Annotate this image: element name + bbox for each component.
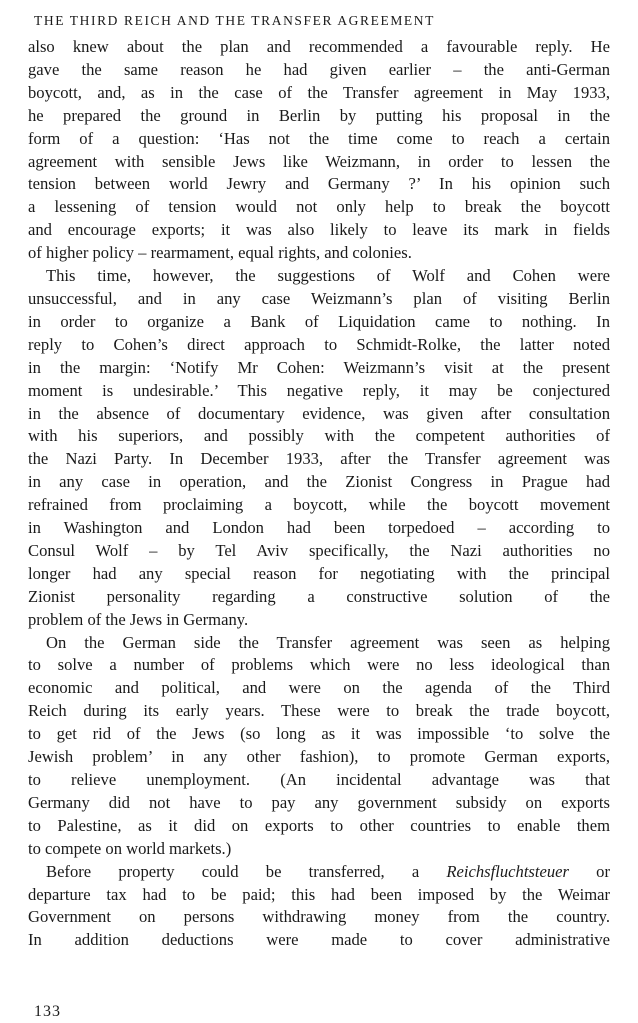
text-line: in the absence of documentary evidence, was given after consultation	[28, 403, 610, 423]
italic-term: Reichsfluchtsteuer	[446, 861, 569, 881]
text-line: Reich during its early years. These were to break the trade boycott,	[28, 701, 610, 721]
text-line: reply to Cohen’s direct approach to Schmidt-Rolke, the latter noted	[28, 334, 610, 354]
text-line: a lessening of tension would not only help to break the boycott	[28, 197, 610, 217]
text-line: with his superiors, and possibly with the competent authorities of	[28, 426, 610, 446]
text-line: Germany did not have to pay any government subsidy on exports	[28, 792, 610, 812]
text-line	[28, 861, 610, 884]
text-line: in Washington and London had been torpedoed – according to	[28, 518, 610, 538]
text-line: gave the same reason he had given earlier – the anti-German	[28, 59, 610, 79]
text-line: to get rid of the Jews (so long as it was impossible ‘to solve the	[28, 724, 610, 744]
text-line: to relieve unemployment. (An incidental advantage was that	[28, 770, 610, 789]
running-head: THE THIRD REICH AND THE TRANSFER AGREEMENT	[34, 13, 435, 28]
text-line: agreement with sensible Jews like Weizmann, in order to lessen the	[28, 151, 610, 171]
text-line: departure tax had to be paid; this had been imposed by the Weimar	[28, 884, 610, 904]
paragraph-1	[28, 36, 610, 265]
text-line: he prepared the ground in Berlin by putting his proposal in the	[28, 105, 610, 125]
text-run: or	[568, 861, 610, 881]
text-line: On the German side the Transfer agreement was seen as helping	[46, 632, 610, 652]
text-line: Jewish problem’ in any other fashion), to promote German exports,	[28, 747, 610, 767]
text-line: in order to organize a Bank of Liquidation came to nothing. In	[28, 311, 610, 331]
text-line: form of a question: ‘Has not the time come to reach a certain	[28, 128, 610, 148]
text-run: Before property could be transferred, a	[46, 861, 447, 881]
paragraph-3	[28, 632, 610, 861]
text-line: moment is undesirable.’ This negative reply, it may be conjectured	[28, 380, 610, 400]
paragraph-4	[28, 861, 610, 953]
text-line: to compete on world markets.)	[28, 838, 232, 858]
page-number: 133	[34, 1003, 61, 1020]
text-line: economic and political, and were on the agenda of the Third	[28, 678, 610, 698]
text-line: longer had any special reason for negotiating with the principal	[28, 563, 610, 583]
text-line: This time, however, the suggestions of Wolf and Cohen were	[46, 266, 610, 286]
text-line: Zionist personality regarding a constructive solution of the	[28, 586, 610, 606]
paragraph-2	[28, 265, 610, 632]
text-line: to solve a number of problems which were no less ideological than	[28, 655, 610, 675]
text-line: to Palestine, as it did on exports to other countries to enable them	[28, 815, 610, 835]
text-line: unsuccessful, and in any case Weizmann’s plan of visiting Berlin	[28, 288, 610, 308]
text-line: problem of the Jews in Germany.	[28, 609, 249, 629]
body-text	[28, 36, 610, 952]
text-line: Government on persons withdrawing money from the country.	[28, 907, 610, 927]
text-line: also knew about the plan and recommended a favourable reply. He	[28, 37, 610, 56]
text-line: in the margin: ‘Notify Mr Cohen: Weizmann’s visit at the present	[28, 357, 610, 377]
text-line: tension between world Jewry and Germany ?’ In his opinion such	[28, 174, 610, 194]
text-line: refrained from proclaiming a boycott, while the boycott movement	[28, 495, 610, 515]
text-line: of higher policy – rearmament, equal rights, and colonies.	[28, 243, 412, 263]
text-line: In addition deductions were made to cover administrative	[28, 930, 610, 950]
text-line: the Nazi Party. In December 1933, after the Transfer agreement was	[28, 449, 610, 469]
text-line: and encourage exports; it was also likely to leave its mark in fields	[28, 220, 610, 240]
document-page	[28, 10, 610, 952]
text-line: Consul Wolf – by Tel Aviv specifically, the Nazi authorities no	[28, 540, 610, 560]
text-line: in any case in operation, and the Zionist Congress in Prague had	[28, 472, 610, 492]
text-line: boycott, and, as in the case of the Transfer agreement in May 1933,	[28, 82, 610, 102]
